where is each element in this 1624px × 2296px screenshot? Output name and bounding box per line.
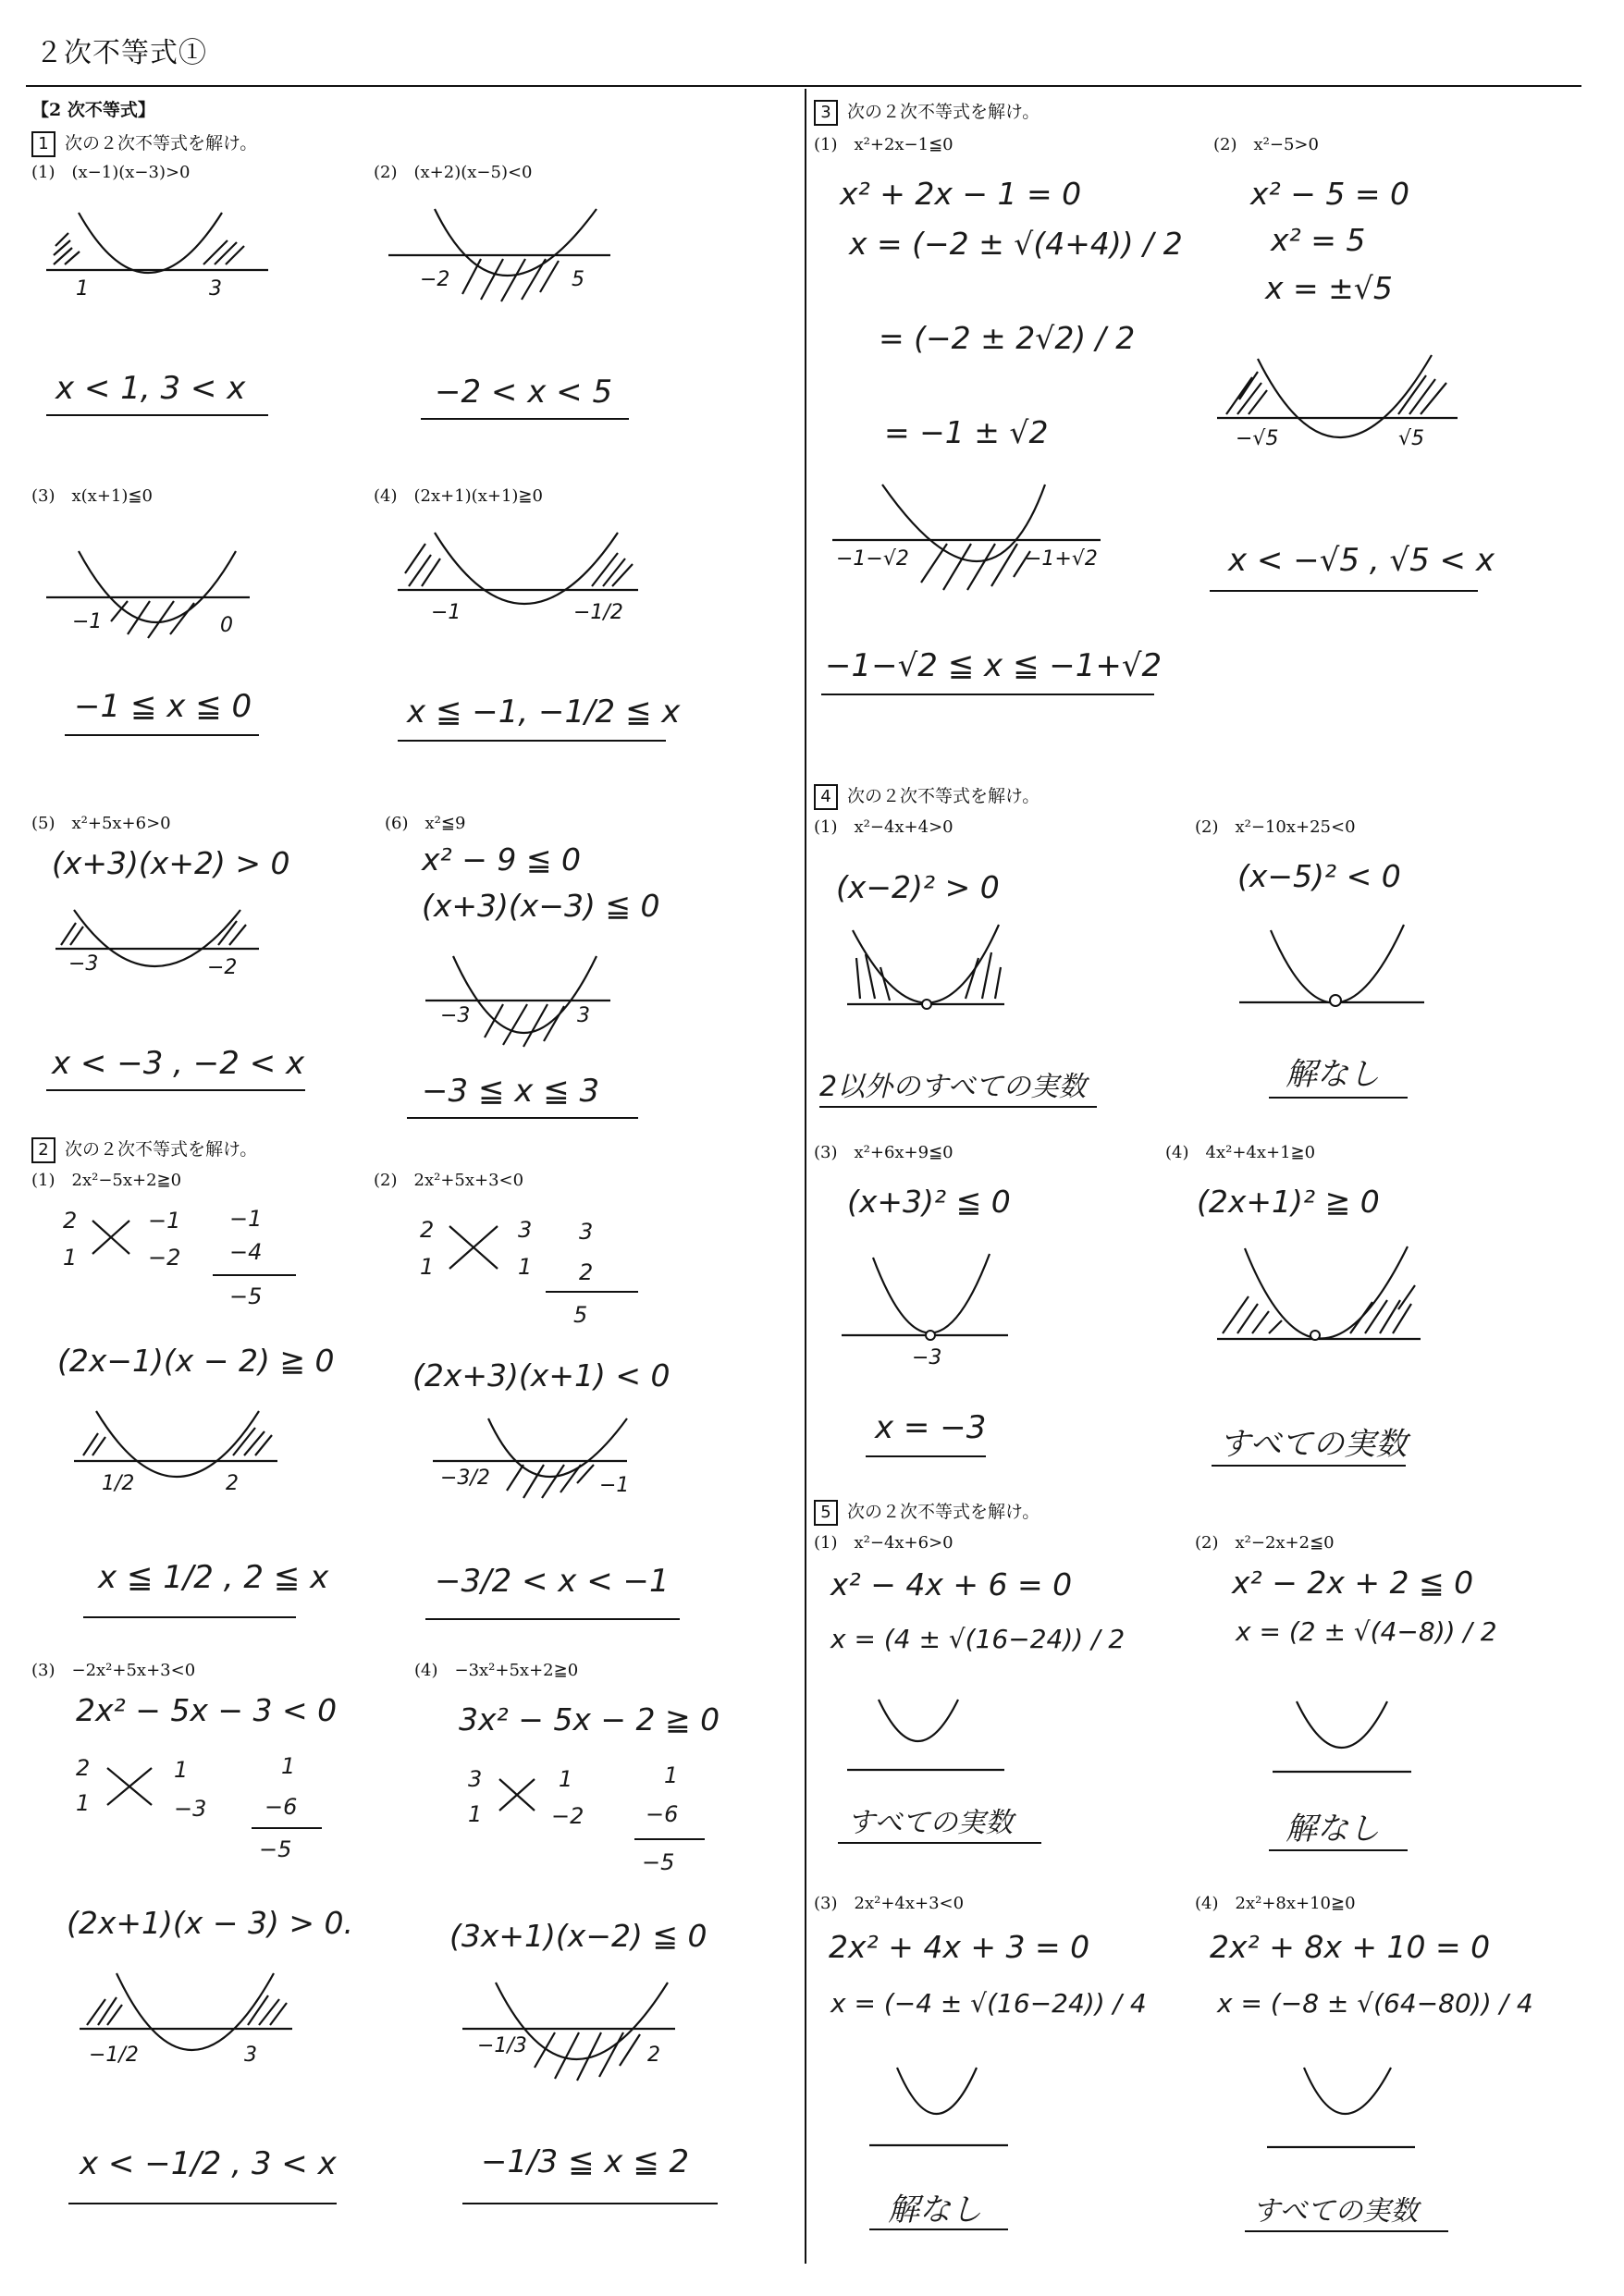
work-line: x² + 2x − 1 = 0 xyxy=(840,176,1082,212)
section1-instruction: 1 次の２次不等式を解け。 xyxy=(31,129,257,157)
answer-underline xyxy=(869,2228,1008,2230)
tick-label: 2 xyxy=(226,1472,239,1495)
parabola-graph xyxy=(388,203,610,314)
problem-label: (2) x²−5>0 xyxy=(1213,135,1319,154)
problem-label: (3) 2x²+4x+3<0 xyxy=(814,1894,965,1913)
work-line: (x−5)² < 0 xyxy=(1237,858,1401,894)
cross-product: −4 xyxy=(229,1239,263,1265)
tick-label: −2 xyxy=(207,956,238,979)
problem-label: (4) 2x²+8x+10≧0 xyxy=(1195,1894,1356,1913)
problem-label: (5) x²+5x+6>0 xyxy=(31,814,171,833)
cross-sum: −5 xyxy=(229,1283,263,1309)
work-line: x = (−8 ± √(64−80)) / 4 xyxy=(1217,1988,1533,2019)
answer-underline xyxy=(421,418,629,420)
tick-label: −1 xyxy=(431,601,461,624)
sum-line xyxy=(213,1274,296,1276)
sum-line xyxy=(546,1291,638,1293)
problem-label: (1) x²−4x+6>0 xyxy=(814,1533,953,1553)
tick-label: −1/3 xyxy=(477,2034,527,2057)
tick-label: 1/2 xyxy=(102,1472,135,1495)
parabola-graph xyxy=(869,2068,1017,2151)
parabola-graph xyxy=(847,921,1004,1013)
work-line: (x+3)² ≦ 0 xyxy=(847,1184,1011,1220)
problem-label: (1) x²+2x−1≦0 xyxy=(814,135,953,154)
tick-label: −1/2 xyxy=(573,601,623,624)
cross-mark xyxy=(92,1221,139,1258)
tick-label: −2 xyxy=(420,268,450,291)
work-line: (x+3)(x+2) > 0 xyxy=(52,845,290,881)
tick-label: 1 xyxy=(76,277,89,301)
tick-label: −√5 xyxy=(1236,427,1279,450)
cross-sum: −5 xyxy=(259,1836,292,1862)
cross-sum: −5 xyxy=(642,1849,675,1875)
cross-mark xyxy=(449,1226,505,1272)
work-line: 2x² + 8x + 10 = 0 xyxy=(1210,1929,1491,1965)
problem-label: (2) 2x²+5x+3<0 xyxy=(374,1171,524,1190)
work-line: (x−2)² > 0 xyxy=(836,869,1000,905)
answer-text: 解なし xyxy=(888,2192,982,2228)
problem-label: (6) x²≦9 xyxy=(385,814,466,833)
cross-coef: 1 xyxy=(76,1790,91,1816)
column-divider xyxy=(805,89,806,2264)
work-line: 2x² − 5x − 3 < 0 xyxy=(76,1692,338,1728)
work-line: x = (−4 ± √(16−24)) / 4 xyxy=(830,1988,1147,2019)
cross-coef: 2 xyxy=(420,1217,435,1243)
cross-sum: 5 xyxy=(573,1302,588,1328)
problem-number-box: 1 xyxy=(31,131,55,157)
cross-product: 1 xyxy=(281,1753,296,1779)
answer-underline xyxy=(407,1117,638,1119)
answer-underline xyxy=(838,1842,1041,1844)
tick-label: −1/2 xyxy=(89,2044,139,2067)
work-line: (2x−1)(x − 2) ≧ 0 xyxy=(57,1343,335,1379)
cross-coef: −2 xyxy=(148,1245,181,1271)
cross-coef: 2 xyxy=(76,1755,91,1781)
answer-underline xyxy=(398,740,666,742)
answer-underline xyxy=(821,694,1154,695)
problem-label: (2) x²−10x+25<0 xyxy=(1195,817,1356,837)
problem-label: (2) (x+2)(x−5)<0 xyxy=(374,163,533,182)
answer-underline xyxy=(866,1455,986,1457)
cross-coef: 1 xyxy=(420,1254,435,1280)
problem-number-box: 2 xyxy=(31,1137,55,1163)
cross-coef: 1 xyxy=(518,1254,533,1280)
work-line: x² − 4x + 6 = 0 xyxy=(830,1566,1073,1602)
work-line: (x+3)(x−3) ≦ 0 xyxy=(422,888,660,924)
answer-text: x < −√5 , √5 < x xyxy=(1228,542,1495,579)
answer-underline xyxy=(1210,590,1478,592)
work-line: x² − 2x + 2 ≦ 0 xyxy=(1232,1565,1474,1601)
parabola-graph xyxy=(55,902,259,995)
tick-label: 3 xyxy=(577,1004,590,1027)
work-line: x = (4 ± √(16−24)) / 2 xyxy=(830,1624,1126,1654)
work-line: (2x+1)(x − 3) > 0. xyxy=(67,1905,353,1941)
problem-label: (4) (2x+1)(x+1)≧0 xyxy=(374,486,543,506)
tick-label: −3 xyxy=(912,1346,942,1369)
work-line: x² − 5 = 0 xyxy=(1250,176,1410,212)
answer-text: x < −1/2 , 3 < x xyxy=(80,2145,337,2182)
cross-coef: −2 xyxy=(551,1803,584,1829)
problem-label: (4) 4x²+4x+1≧0 xyxy=(1165,1143,1316,1162)
cross-coef: 2 xyxy=(63,1208,78,1234)
work-line: 3x² − 5x − 2 ≧ 0 xyxy=(459,1701,720,1737)
answer-text: x ≦ 1/2 , 2 ≦ x xyxy=(98,1559,329,1596)
problem-label: (3) −2x²+5x+3<0 xyxy=(31,1661,196,1680)
problem-label: (4) −3x²+5x+2≧0 xyxy=(414,1661,579,1680)
parabola-graph xyxy=(398,527,638,647)
section4-instruction: 4 次の２次不等式を解け。 xyxy=(814,782,1040,810)
answer-text: x = −3 xyxy=(875,1409,987,1446)
answer-underline xyxy=(83,1616,296,1618)
tick-label: −3 xyxy=(68,952,99,976)
section3-instruction: 3 次の２次不等式を解け。 xyxy=(814,98,1040,126)
answer-text: −1/3 ≦ x ≦ 2 xyxy=(481,2143,690,2180)
answer-text: すべての実数 xyxy=(847,1807,1014,1839)
answer-underline xyxy=(1269,1849,1408,1851)
answer-text: 解なし xyxy=(1286,1811,1380,1848)
cross-mark xyxy=(107,1768,159,1809)
work-line: (3x+1)(x−2) ≦ 0 xyxy=(449,1918,707,1954)
tick-label: −1 xyxy=(599,1474,630,1497)
problem-label: (2) x²−2x+2≦0 xyxy=(1195,1533,1335,1553)
tick-label: −3 xyxy=(440,1004,471,1027)
work-line: = (−2 ± 2√2) / 2 xyxy=(879,320,1136,356)
work-line: = −1 ± √2 xyxy=(884,414,1049,450)
cross-product: −6 xyxy=(646,1801,679,1827)
answer-underline xyxy=(425,1618,680,1620)
parabola-graph xyxy=(1239,921,1424,1013)
answer-underline xyxy=(462,2203,718,2204)
cross-product: −6 xyxy=(265,1794,298,1820)
cross-product: 1 xyxy=(664,1762,679,1788)
answer-text: −3 ≦ x ≦ 3 xyxy=(422,1073,600,1110)
cross-coef: 3 xyxy=(518,1217,533,1243)
answer-text: 解なし xyxy=(1286,1056,1380,1093)
tick-label: 3 xyxy=(244,2044,257,2067)
tick-label: −1 xyxy=(72,610,103,633)
problem-label: (3) x²+6x+9≦0 xyxy=(814,1143,953,1162)
answer-text: すべての実数 xyxy=(1219,1426,1408,1463)
problem-number-box: 4 xyxy=(814,784,838,810)
answer-underline xyxy=(65,734,259,736)
answer-text: −1 ≦ x ≦ 0 xyxy=(74,688,252,725)
tick-label: 3 xyxy=(209,277,222,301)
cross-coef: 1 xyxy=(63,1245,78,1271)
answer-text: −1−√2 ≦ x ≦ −1+√2 xyxy=(825,647,1163,684)
answer-text: x ≦ −1, −1/2 ≦ x xyxy=(407,694,681,731)
tick-label: √5 xyxy=(1398,427,1425,450)
parabola-graph xyxy=(1273,1701,1421,1775)
parabola-graph xyxy=(847,1700,1014,1774)
answer-text: x < 1, 3 < x xyxy=(55,370,246,407)
parabola-graph xyxy=(832,481,1101,592)
section5-instruction: 5 次の２次不等式を解け。 xyxy=(814,1498,1040,1526)
cross-product: −1 xyxy=(229,1206,263,1232)
tick-label: 0 xyxy=(220,614,233,637)
work-line: x = (2 ± √(4−8)) / 2 xyxy=(1236,1616,1497,1647)
answer-underline xyxy=(1212,1465,1406,1467)
work-line: (2x+3)(x+1) < 0 xyxy=(412,1357,671,1394)
cross-coef: −1 xyxy=(148,1208,181,1234)
page-title: ２次不等式① xyxy=(35,37,207,69)
answer-text: すべての実数 xyxy=(1252,2195,1419,2228)
cross-coef: 1 xyxy=(559,1766,573,1792)
cross-product: 3 xyxy=(579,1219,594,1245)
parabola-graph xyxy=(1217,351,1458,472)
answer-text: −3/2 < x < −1 xyxy=(435,1563,670,1600)
parabola-graph xyxy=(1267,2068,1424,2151)
title-rule xyxy=(26,85,1581,87)
work-line: 2x² + 4x + 3 = 0 xyxy=(829,1929,1090,1965)
work-line: (2x+1)² ≧ 0 xyxy=(1197,1184,1380,1220)
work-line: x = (−2 ± √(4+4)) / 2 xyxy=(849,226,1183,262)
sum-line xyxy=(634,1838,705,1840)
tick-label: −1+√2 xyxy=(1025,547,1098,571)
parabola-graph xyxy=(425,952,629,1054)
problem-number-box: 5 xyxy=(814,1500,838,1526)
work-line: x² = 5 xyxy=(1271,222,1366,258)
work-line: x² − 9 ≦ 0 xyxy=(422,841,582,878)
parabola-graph xyxy=(1217,1245,1421,1346)
problem-number-box: 3 xyxy=(814,100,838,126)
sum-line xyxy=(252,1827,322,1829)
cross-mark xyxy=(499,1779,542,1816)
answer-underline xyxy=(1245,2230,1448,2232)
cross-product: 2 xyxy=(579,1259,594,1285)
tick-label: −1−√2 xyxy=(836,547,909,571)
cross-coef: −3 xyxy=(174,1796,207,1822)
answer-text: −2 < x < 5 xyxy=(435,374,613,411)
cross-coef: 1 xyxy=(468,1801,483,1827)
answer-text: 2以外のすべての実数 xyxy=(819,1071,1087,1103)
section-heading: 【2 次不等式】 xyxy=(31,100,155,120)
problem-label: (1) 2x²−5x+2≧0 xyxy=(31,1171,182,1190)
answer-underline xyxy=(68,2203,337,2204)
tick-label: 2 xyxy=(647,2044,660,2067)
answer-text: x < −3 , −2 < x xyxy=(52,1045,305,1082)
problem-label: (1) (x−1)(x−3)>0 xyxy=(31,163,191,182)
tick-label: −3/2 xyxy=(440,1467,490,1490)
answer-underline xyxy=(46,414,268,416)
problem-label: (1) x²−4x+4>0 xyxy=(814,817,953,837)
answer-underline xyxy=(46,1089,305,1091)
parabola-graph xyxy=(842,1248,1008,1341)
cross-coef: 3 xyxy=(468,1766,483,1792)
work-line: x = ±√5 xyxy=(1265,270,1393,306)
problem-label: (3) x(x+1)≦0 xyxy=(31,486,153,506)
answer-underline xyxy=(819,1106,1097,1108)
tick-label: 5 xyxy=(572,268,584,291)
cross-coef: 1 xyxy=(174,1757,189,1783)
section2-instruction: 2 次の２次不等式を解け。 xyxy=(31,1136,257,1163)
answer-underline xyxy=(1269,1097,1408,1099)
